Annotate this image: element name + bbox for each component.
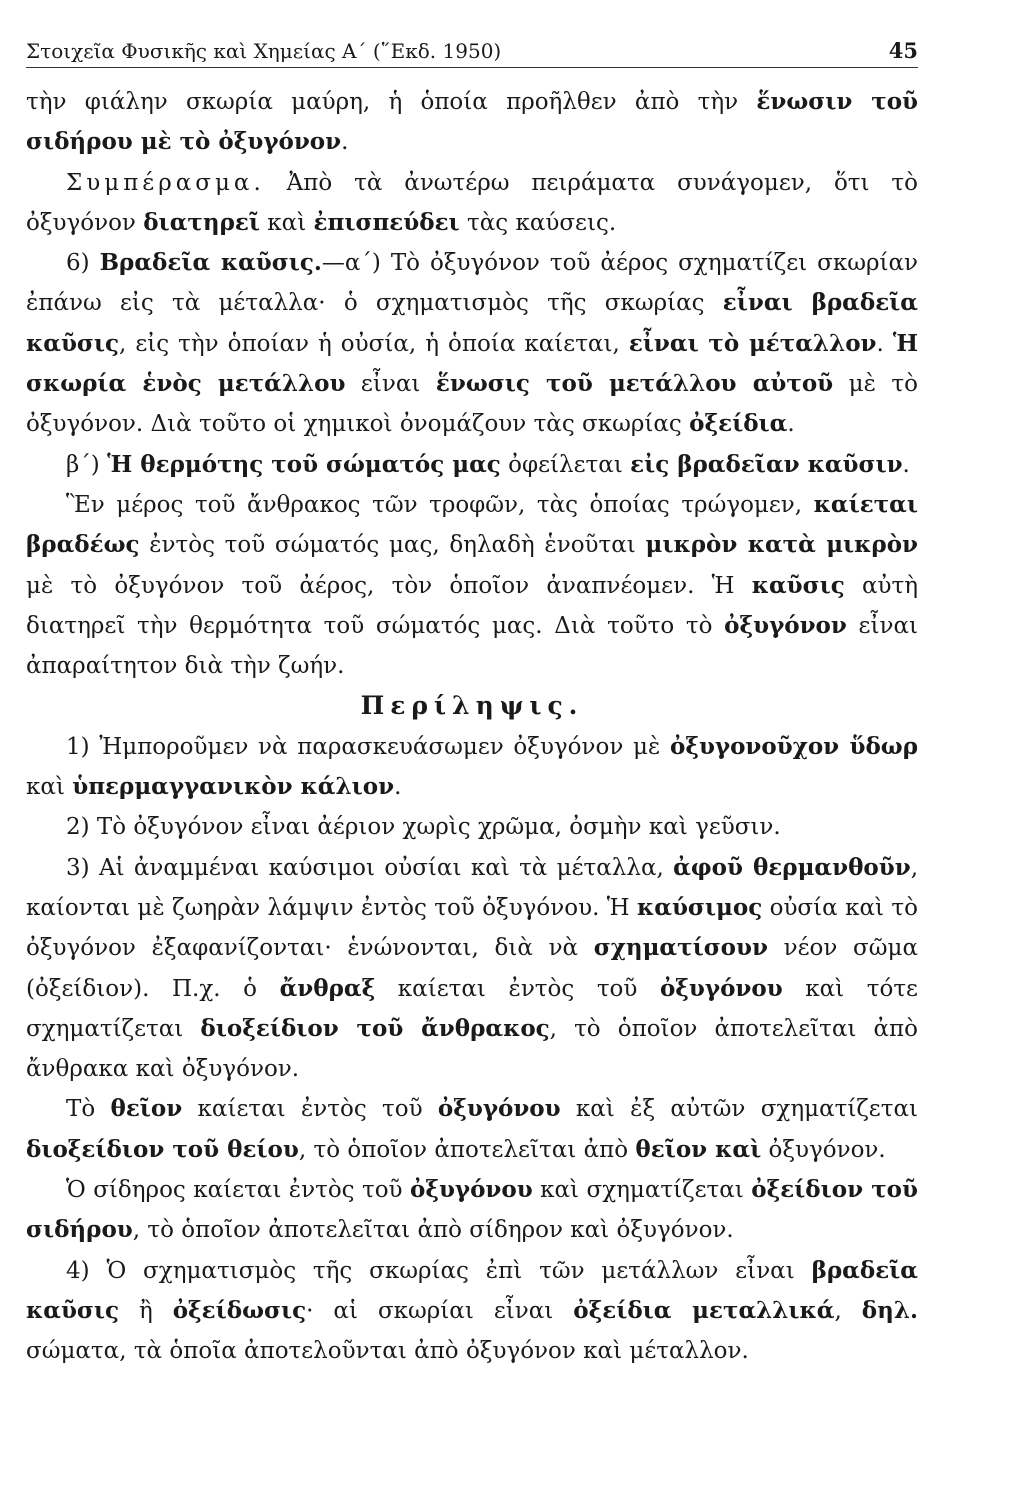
text-run: καὶ ἐξ αὐτῶν σχηματίζεται (560, 1096, 918, 1123)
emphasis: Ἡ σκωρία ἑνὸς μετάλλου (26, 329, 918, 398)
paragraph (26, 445, 918, 485)
text-run: εἶναι ἀπαραίτητον διὰ τὴν ζωήν. (26, 612, 918, 680)
emphasis: καίεται βραδέως (26, 490, 918, 559)
spaced-heading: Συμπέρασμα. (66, 169, 265, 196)
text-run: . (341, 129, 349, 156)
emphasis: εἶναι βραδεῖα καῦσις (26, 289, 919, 357)
summary-title: Περίληψις. (360, 691, 584, 721)
text-run: Ἀπὸ τὰ ἀνωτέρω πειράματα συνάγομεν, ὅτι τὸ ὀξυγόνον (26, 169, 918, 236)
running-header (26, 38, 918, 68)
emphasis: εἰς βραδεῖαν καῦσιν (630, 450, 903, 478)
emphasis: εἶναι τὸ μέταλλον (628, 329, 877, 357)
emphasis: διατηρεῖ (143, 208, 260, 236)
emphasis: θεῖον (110, 1095, 183, 1123)
emphasis: καῦσις (751, 571, 845, 599)
emphasis: μικρὸν κατὰ μικρὸν (645, 531, 918, 559)
emphasis: διοξείδιον τοῦ θείου (26, 1135, 299, 1163)
summary-item: 2) Τὸ ὀξυγόνον εἶναι ἀέριον χωρὶς χρῶμα, ὀσμὴν καὶ γεῦσιν. (66, 814, 781, 841)
text-run: , εἰς τὴν ὁποίαν ἡ οὐσία, ἡ ὁποία καίεται, (119, 330, 629, 357)
text-run: 6) (66, 250, 100, 277)
emphasis: ἕνωσις τοῦ μετάλλου αὐτοῦ (435, 370, 834, 398)
text-run: καὶ τότε σχηματίζεται (26, 975, 918, 1042)
emphasis: ὀξυγόνον (724, 611, 847, 639)
summary-item (26, 727, 918, 808)
text-run: 3) Αἱ ἀναμμέναι καύσιμοι οὐσίαι καὶ τὰ μέταλλα, (66, 854, 674, 881)
emphasis: θεῖον καὶ (635, 1135, 762, 1163)
emphasis: ὑπερμαγγανικὸν κάλιον (72, 773, 395, 801)
emphasis: βραδεῖα καῦσις (26, 1256, 918, 1324)
text-run: ὀφείλεται (500, 451, 631, 478)
paragraph (26, 163, 918, 244)
emphasis: ὀξείδιον τοῦ σιδήρου (26, 1176, 918, 1244)
emphasis: ἕνωσιν τοῦ σιδήρου μὲ τὸ ὀξυγόνον (26, 88, 918, 156)
text-run: 4) Ὁ σχηματισμὸς τῆς σκωρίας ἐπὶ τῶν μετάλλων εἶναι (66, 1257, 812, 1284)
text-run: Ὁ σίδηρος καίεται ἐντὸς τοῦ (66, 1177, 410, 1204)
emphasis: δηλ. (861, 1296, 918, 1324)
summary-item (26, 1089, 918, 1170)
text-run: αὐτὴ διατηρεῖ τὴν θερμότητα τοῦ σώματός μας. Διὰ τοῦτο τὸ (26, 572, 918, 639)
text-run: καίεται ἐντὸς τοῦ (375, 975, 660, 1002)
text-run: Τὸ (66, 1096, 111, 1123)
emphasis: ἄνθραξ (279, 974, 376, 1002)
text-run: , (834, 1297, 862, 1324)
text-run: καὶ (260, 209, 314, 236)
text-run: . (787, 411, 795, 438)
text-run: μὲ τὸ ὀξυγόνον τοῦ ἀέρος, τὸν ὁποῖον ἀναπνέομεν. Ἡ (26, 572, 752, 599)
text-run: · αἱ σκωρίαι εἶναι (306, 1297, 574, 1324)
text-run: εἶναι (345, 371, 436, 398)
book-title: Στοιχεῖα Φυσικῆς καὶ Χημείας Α΄ (῞Εκδ. 1950) (26, 39, 502, 63)
text-run: . (394, 774, 402, 801)
paragraph (26, 485, 918, 686)
emphasis: διοξείδιον τοῦ ἄνθρακος (200, 1014, 550, 1042)
text-run: . (902, 451, 910, 478)
text-run: καίεται ἐντὸς τοῦ (182, 1096, 438, 1123)
emphasis: ὀξυγόνου (437, 1095, 561, 1123)
text-run: τὰς καύσεις. (459, 209, 617, 236)
text-run: ἐντὸς τοῦ σώματός μας, δηλαδὴ ἑνοῦται (139, 532, 646, 559)
text-run: ὀξυγόνον. (761, 1136, 886, 1163)
emphasis: ὀξυγονοῦχον ὕδωρ (669, 732, 918, 760)
text-run: ἢ (119, 1297, 173, 1324)
emphasis: ὀξείδια (689, 410, 788, 438)
emphasis: Ἡ θερμότης τοῦ σώματός μας (107, 450, 501, 478)
emphasis: ὀξείδια μεταλλικά (573, 1296, 835, 1324)
page-number: 45 (888, 38, 918, 63)
text-run: μὲ τὸ ὀξυγόνον. Διὰ τοῦτο οἱ χημικοὶ ὀνομάζουν τὰς σκωρίας (26, 371, 918, 438)
paragraph (26, 82, 918, 163)
emphasis: ὀξείδωσις (172, 1296, 307, 1324)
emphasis: ἐπισπεύδει (313, 208, 460, 236)
emphasis: ὀξυγόνου (409, 1176, 533, 1204)
text-run: καὶ σχηματίζεται (532, 1177, 752, 1204)
text-run: τὴν φιάλην σκωρία μαύρη, ἡ ὁποία προῆλθεν ἀπὸ τὴν (26, 89, 757, 115)
text-run: , τὸ ὁποῖον ἀποτελεῖται ἀπὸ ἄνθρακα καὶ ὀξυγόνον. (26, 1015, 919, 1083)
text-run: , τὸ ὁποῖον ἀποτελεῖται ἀπὸ (298, 1136, 636, 1163)
text-run: Ἓν μέρος τοῦ ἄνθρακος τῶν τροφῶν, τὰς ὁποίας τρώγομεν, (66, 491, 814, 518)
body-text (26, 82, 918, 1372)
text-run: β΄) (66, 451, 108, 478)
summary-item (26, 1170, 918, 1251)
text-run: 1) Ἠμποροῦμεν νὰ παρασκευάσωμεν ὀξυγόνον μὲ (66, 733, 670, 760)
paragraph (26, 243, 918, 444)
emphasis: σχηματίσουν (593, 934, 768, 962)
text-run: οὐσία καὶ τὸ ὀξυγόνον ἐξαφανίζονται· ἑνώνονται, διὰ νὰ (26, 894, 918, 962)
section-heading: Βραδεῖα καῦσις. (99, 249, 322, 277)
text-run: , καίονται μὲ ζωηρὰν λάμψιν ἐντὸς τοῦ ὀξυγόνου. Ἡ (26, 854, 918, 921)
text-run: —α΄) Τὸ ὀξυγόνον τοῦ ἀέρος σχηματίζει σκωρίαν ἐπάνω εἰς τὰ μέταλλα· ὁ σχηματισμὸς τῆς σκωρίας (26, 250, 918, 317)
text-run: σώματα, τὰ ὁποῖα ἀποτελοῦνται ἀπὸ ὀξυγόνον καὶ μέταλλον. (26, 1338, 749, 1365)
text-run: , τὸ ὁποῖον ἀποτελεῖται ἀπὸ σίδηρον καὶ ὀξυγόνον. (132, 1217, 734, 1244)
text-run: νέον σῶμα (ὀξείδιον). Π.χ. ὁ (26, 935, 918, 1002)
summary-item (26, 848, 918, 1090)
text-run: . (876, 330, 893, 357)
emphasis: ἀφοῦ θερμανθοῦν (673, 853, 911, 881)
summary-item (26, 1251, 918, 1372)
emphasis: ὀξυγόνου (659, 974, 783, 1002)
emphasis: καύσιμος (637, 893, 763, 921)
text-run: καὶ (26, 774, 73, 801)
